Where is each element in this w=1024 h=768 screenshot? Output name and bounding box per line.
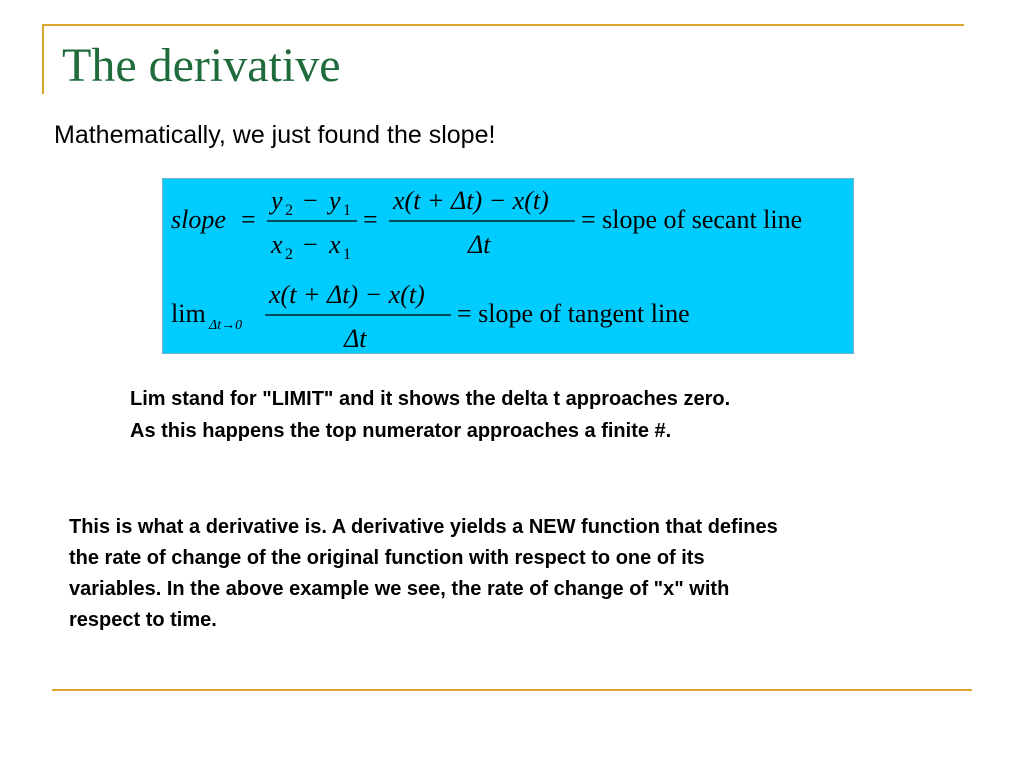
formula-svg <box>163 179 855 355</box>
secant-den-x1: x <box>329 230 341 259</box>
secant-den-x2: x <box>271 230 283 259</box>
secant-num-y2-sub: 2 <box>285 202 293 219</box>
bottom-border-line <box>52 689 972 691</box>
derivative-explanation <box>69 512 989 636</box>
secant-result: = slope of secant line <box>581 205 803 234</box>
secant-den-x2-sub: 2 <box>285 246 293 263</box>
equals-sign-1: = <box>241 205 256 234</box>
limit-note-line-1: Lim stand for "LIMIT" and it shows the delta t approaches zero. <box>130 388 731 410</box>
diff-denominator-1: Δt <box>468 230 491 259</box>
limit-note-line-2: As this happens the top numerator approaches a finite #. <box>130 420 672 442</box>
explanation-line-1: This is what a derivative is. A derivative yields a NEW function that defines <box>69 516 778 538</box>
formula-box <box>162 178 854 354</box>
left-border-line <box>42 24 44 94</box>
explanation-line-2: the rate of change of the original function with respect to one of its <box>69 547 705 569</box>
diff-numerator-1: x(t + Δt) − x(t) <box>393 186 549 215</box>
lim-word: lim <box>171 299 206 328</box>
slope-word: slope <box>171 205 226 234</box>
equals-sign-2: = <box>363 205 378 234</box>
secant-num-y2: y <box>271 186 283 215</box>
tangent-result: = slope of tangent line <box>457 299 690 328</box>
secant-den-x1-sub: 1 <box>343 246 351 263</box>
slide-subtitle: Mathematically, we just found the slope! <box>54 121 496 149</box>
lim-subscript: Δt→0 <box>209 318 243 333</box>
top-border-line <box>42 24 964 26</box>
diff-numerator-2: x(t + Δt) − x(t) <box>269 280 425 309</box>
slide-title: The derivative <box>62 39 341 92</box>
secant-num-y1-sub: 1 <box>343 202 351 219</box>
secant-den-minus: − <box>303 230 318 259</box>
limit-note <box>130 383 730 447</box>
diff-denominator-2: Δt <box>344 324 367 353</box>
explanation-line-4: respect to time. <box>69 609 217 631</box>
explanation-line-3: variables. In the above example we see, the rate of change of "x" with <box>69 578 730 600</box>
secant-num-y1: y <box>329 186 341 215</box>
secant-num-minus: − <box>303 186 318 215</box>
